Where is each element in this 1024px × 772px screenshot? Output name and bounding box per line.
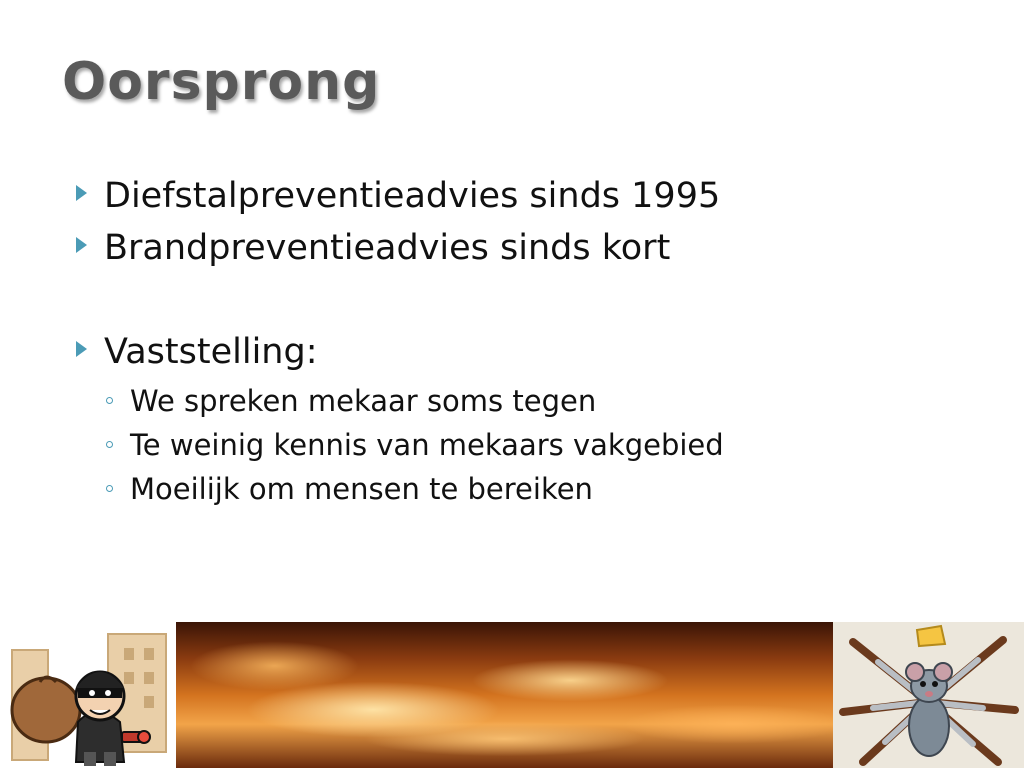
bullet-item — [74, 326, 974, 378]
bullet-text: Vaststelling: — [104, 332, 318, 372]
bullet-item — [74, 170, 974, 222]
circle-bullet-icon — [106, 397, 113, 404]
thief-cartoon-icon — [0, 622, 176, 768]
sub-bullet-list — [74, 379, 974, 511]
bullet-item — [74, 222, 974, 274]
sub-bullet-text: We spreken mekaar soms tegen — [130, 384, 597, 418]
triangle-bullet-icon — [76, 185, 87, 201]
sub-bullet-text: Te weinig kennis van mekaars vakgebied — [130, 428, 724, 462]
bullet-text: Diefstalpreventieadvies sinds 1995 — [104, 176, 721, 216]
spacer — [74, 274, 974, 326]
sub-bullet-text: Moeilijk om mensen te bereiken — [130, 472, 593, 506]
circle-bullet-icon — [106, 441, 113, 448]
sub-bullet-item — [74, 423, 974, 467]
slide-title: Oorsprong — [62, 52, 381, 112]
triangle-bullet-icon — [76, 237, 87, 253]
circle-bullet-icon — [106, 485, 113, 492]
sub-bullet-item — [74, 467, 974, 511]
sub-bullet-item — [74, 379, 974, 423]
rat-chef-knives-icon — [833, 622, 1024, 768]
triangle-bullet-icon — [76, 341, 87, 357]
fire-flames-banner — [176, 622, 833, 768]
bullet-text: Brandpreventieadvies sinds kort — [104, 228, 671, 268]
sub-bullet-container — [74, 379, 974, 511]
bullet-list — [74, 170, 974, 511]
image-strip — [0, 622, 1024, 768]
